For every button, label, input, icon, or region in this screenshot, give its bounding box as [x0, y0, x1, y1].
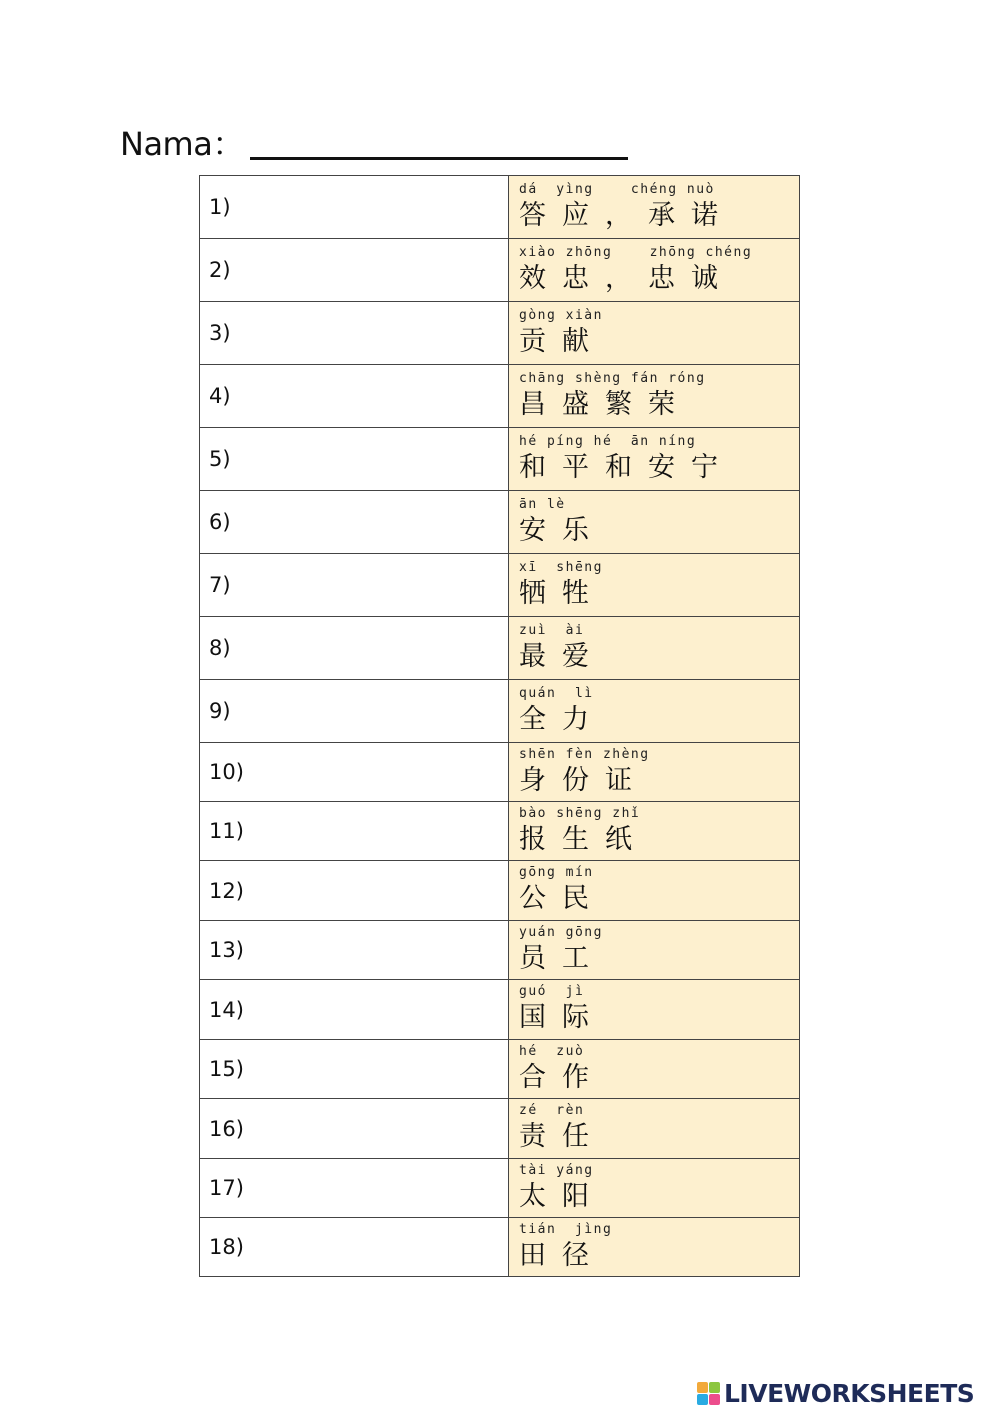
table-row	[200, 680, 800, 743]
pinyin-text: dá yìng chéng nuò	[519, 181, 715, 197]
answer-cell[interactable]	[200, 491, 509, 554]
answer-cell[interactable]	[200, 176, 509, 239]
row-number: 3)	[209, 321, 231, 345]
row-number: 14)	[209, 997, 244, 1022]
pinyin-text: tián jìng	[519, 1221, 613, 1237]
table-row	[200, 1040, 800, 1099]
row-number: 11)	[209, 819, 244, 843]
logo-square	[697, 1382, 708, 1393]
pinyin-text: shēn fèn zhèng	[519, 746, 650, 762]
answer-cell[interactable]	[200, 302, 509, 365]
table-row	[200, 617, 800, 680]
chinese-word: 答应，承诺	[519, 199, 734, 231]
row-number: 15)	[209, 1057, 244, 1081]
pinyin-text: zé rèn	[519, 1103, 585, 1118]
pinyin-text: hé zuò	[519, 1043, 585, 1059]
word-cell	[509, 861, 800, 921]
logo-square	[697, 1394, 708, 1405]
row-number: 10)	[209, 760, 244, 784]
chinese-word: 贡献	[519, 325, 605, 357]
word-cell	[509, 1218, 800, 1277]
table-row	[200, 1159, 800, 1218]
chinese-word: 合作	[519, 1061, 605, 1093]
chinese-word: 和平和安宁	[519, 451, 734, 483]
row-number: 1)	[209, 195, 231, 219]
name-row	[120, 124, 628, 164]
answer-cell[interactable]	[200, 802, 509, 861]
word-cell	[509, 980, 800, 1040]
pinyin-text: gōng mín	[519, 865, 594, 880]
row-number: 5)	[209, 447, 231, 471]
chinese-word: 最爱	[519, 640, 605, 672]
row-number: 2)	[209, 258, 231, 282]
vocabulary-table-body	[200, 176, 800, 1277]
chinese-word: 安乐	[519, 514, 605, 546]
pinyin-text: tài yáng	[519, 1162, 594, 1178]
chinese-word: 昌盛繁荣	[519, 388, 691, 420]
chinese-word: 公民	[519, 883, 605, 914]
answer-cell[interactable]	[200, 365, 509, 428]
logo-mark-icon	[697, 1382, 720, 1405]
word-cell	[509, 239, 800, 302]
word-cell	[509, 554, 800, 617]
row-number: 9)	[209, 699, 231, 723]
pinyin-text: chāng shèng fán róng	[519, 370, 706, 386]
table-row	[200, 921, 800, 980]
row-number: 18)	[209, 1235, 244, 1259]
logo-square	[709, 1382, 720, 1393]
name-label: Nama：	[120, 125, 244, 163]
logo-text: LIVEWORKSHEETS	[724, 1379, 975, 1408]
word-cell	[509, 1040, 800, 1099]
table-row	[200, 428, 800, 491]
word-cell	[509, 802, 800, 861]
chinese-word: 太阳	[519, 1180, 605, 1212]
table-row	[200, 1218, 800, 1277]
row-number: 8)	[209, 636, 231, 660]
word-cell	[509, 680, 800, 743]
word-cell	[509, 365, 800, 428]
chinese-word: 身份证	[519, 764, 648, 796]
logo-square	[709, 1394, 720, 1405]
answer-cell[interactable]	[200, 1218, 509, 1277]
chinese-word: 全力	[519, 703, 605, 735]
table-row	[200, 980, 800, 1040]
table-row	[200, 861, 800, 921]
pinyin-text: hé píng hé ān níng	[519, 433, 697, 449]
table-row	[200, 554, 800, 617]
row-number: 7)	[209, 573, 231, 597]
word-cell	[509, 491, 800, 554]
row-number: 16)	[209, 1116, 244, 1141]
row-number: 4)	[209, 384, 231, 408]
chinese-word: 牺牲	[519, 577, 605, 609]
pinyin-text: quán lì	[519, 685, 594, 701]
word-cell	[509, 176, 800, 239]
row-number: 13)	[209, 938, 244, 962]
answer-cell[interactable]	[200, 428, 509, 491]
answer-cell[interactable]	[200, 1040, 509, 1099]
table-row	[200, 365, 800, 428]
row-number: 12)	[209, 878, 244, 903]
answer-cell[interactable]	[200, 239, 509, 302]
table-row	[200, 802, 800, 861]
chinese-word: 报生纸	[519, 823, 648, 855]
answer-cell[interactable]	[200, 1099, 509, 1159]
answer-cell[interactable]	[200, 554, 509, 617]
word-cell	[509, 921, 800, 980]
table-row	[200, 176, 800, 239]
table-row	[200, 302, 800, 365]
pinyin-text: yuán gōng	[519, 924, 603, 940]
word-cell	[509, 617, 800, 680]
answer-cell[interactable]	[200, 1159, 509, 1218]
row-number: 6)	[209, 510, 231, 534]
table-row	[200, 239, 800, 302]
pinyin-text: xiào zhōng zhōng chéng	[519, 244, 753, 260]
word-cell	[509, 428, 800, 491]
pinyin-text: guó jì	[519, 984, 585, 999]
table-row	[200, 743, 800, 802]
chinese-word: 田径	[519, 1239, 605, 1271]
pinyin-text: bào shēng zhǐ	[519, 805, 641, 821]
pinyin-text: zuì ài	[519, 622, 585, 638]
row-number: 17)	[209, 1176, 244, 1200]
word-cell	[509, 1159, 800, 1218]
answer-cell[interactable]	[200, 861, 509, 921]
word-cell	[509, 1099, 800, 1159]
answer-cell[interactable]	[200, 617, 509, 680]
word-cell	[509, 302, 800, 365]
pinyin-text: ān lè	[519, 496, 566, 512]
chinese-word: 国际	[519, 1002, 605, 1033]
vocabulary-table	[199, 175, 800, 1277]
chinese-word: 责任	[519, 1121, 605, 1152]
answer-cell[interactable]	[200, 980, 509, 1040]
chinese-word: 效忠，忠诚	[519, 262, 734, 294]
table-row	[200, 491, 800, 554]
answer-cell[interactable]	[200, 680, 509, 743]
answer-cell[interactable]	[200, 743, 509, 802]
word-cell	[509, 743, 800, 802]
table-row	[200, 1099, 800, 1159]
answer-cell[interactable]	[200, 921, 509, 980]
pinyin-text: xī shēng	[519, 559, 603, 575]
liveworksheets-logo	[697, 1379, 974, 1408]
pinyin-text: gòng xiàn	[519, 307, 603, 323]
name-answer-line	[250, 157, 628, 160]
chinese-word: 员工	[519, 942, 605, 974]
